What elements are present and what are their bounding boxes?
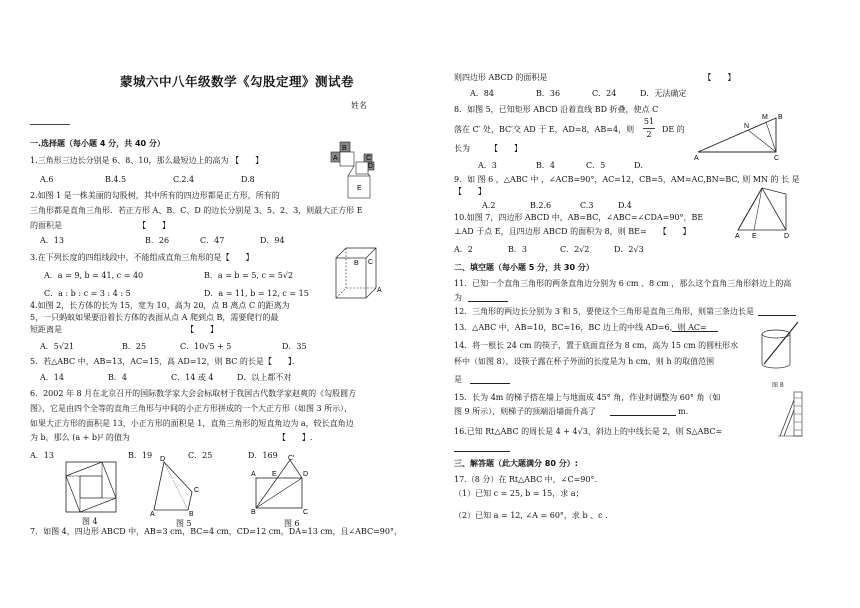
q2-option-d: D．94	[260, 236, 285, 245]
svg-text:M: M	[762, 114, 768, 121]
q5-option-c: C．14 或 4	[171, 373, 214, 382]
q9-option-d: D.4	[618, 201, 632, 210]
q7-option-c: C．24	[592, 89, 617, 98]
q6-line2: 图》，它是由四个全等的直角三角形与中间的小正方形拼成的一个大正方形（如图 3 所示），	[30, 404, 353, 413]
q7-text: 7．如图 4，四边形 ABCD 中，AB=3 cm，BC=4 cm，CD=12 cm，DA=13 cm，且∠ABC=90°，	[30, 527, 402, 536]
q5-option-d: D．以上都不对	[237, 373, 292, 382]
svg-text:C: C	[368, 259, 374, 266]
q8-line3: 长为 【 】	[454, 144, 522, 153]
figure8-caption: 图 8	[772, 382, 784, 389]
q15-line2: 图 9 所示），则梯子的顶端沿墙面升高了	[454, 407, 597, 416]
svg-text:B: B	[342, 145, 347, 152]
q17-part2: （2）已知 a = 12, ∠A = 60°，求 b 、c .	[454, 511, 608, 520]
q15-line1: 15．长为 4m 的梯子搭在墙上与地面成 45° 角，作业时调整为 60° 角（如	[454, 393, 721, 402]
q6-line1: 6．2002 年 8 月在北京召开的国际数学家大会会标取材于我国古代数学家赵爽的《勾股圆方	[30, 389, 357, 398]
q8-fraction-after: DE 的	[662, 125, 685, 134]
svg-text:A: A	[251, 471, 256, 478]
svg-text:D: D	[368, 163, 374, 170]
svg-text:A: A	[694, 155, 699, 162]
svg-text:A: A	[333, 155, 338, 162]
figure4-caption: 图 5	[176, 519, 192, 528]
figure2-cuboid	[332, 246, 384, 302]
q11-line2: 为	[454, 293, 462, 302]
q5-text: 5．若△ABC 中，AB=13，AC=15，高 AD=12，则 BC 的长是【 】．	[30, 357, 300, 366]
q9-option-c: C.3	[580, 201, 594, 210]
figure3-caption: 图 4	[82, 517, 98, 526]
svg-text:E: E	[752, 233, 757, 240]
figure4-quadrilateral	[150, 456, 212, 518]
q6-option-c: C．25	[188, 451, 213, 460]
q4-line1: 4.如图 2，长方体的长为 15，宽为 10，高为 20，点 B 离点 C 的距离为	[30, 301, 290, 310]
q17-text: 17.（8 分）在 Rt△ABC 中，∠C=90°.	[454, 475, 598, 484]
q9-text: 9．如 图 6 ，△ABC 中 ，∠ACB=90°，AC=12，CB=5，AM=AC,BN=BC, 则 MN 的 长 是	[454, 175, 800, 184]
svg-text:C: C	[774, 155, 780, 162]
svg-text:B: B	[251, 509, 256, 516]
q4-option-c: C．10√5 + 5	[180, 342, 232, 351]
q14-line3: 是	[454, 375, 462, 384]
q8-option-b: B．4	[536, 161, 555, 170]
q7-continued: 则四边形 ABCD 的面积是 【 】	[454, 73, 736, 82]
svg-text:A: A	[735, 233, 740, 240]
q4-option-b: B．25	[122, 342, 147, 351]
figure5-caption: 图 6	[284, 519, 300, 528]
svg-text:C: C	[366, 155, 372, 162]
svg-text:E: E	[357, 185, 362, 192]
svg-text:B: B	[778, 114, 783, 121]
q12-text: 12．三角形的两边长分别为 3 和 5，要使这个三角形是直角三角形，则第三条边长是	[454, 307, 754, 316]
section3-heading: 三、解答题（此大题满分 80 分）:	[454, 459, 578, 468]
q7-option-b: B．36	[536, 89, 561, 98]
svg-text:A: A	[150, 511, 155, 518]
svg-text:N: N	[744, 123, 750, 130]
q8-fraction-numerator: 51	[643, 117, 655, 126]
q2-option-c: C．47	[200, 236, 225, 245]
q1-option-a: A.6	[40, 175, 54, 184]
q1-option-c: C.2.4	[173, 175, 195, 184]
svg-text:C: C	[303, 509, 309, 516]
figure7-quadrilateral-be	[732, 184, 798, 240]
q7-option-d: D．无法确定	[640, 89, 687, 98]
name-underline	[30, 124, 70, 125]
q15-answer-blank	[610, 415, 676, 416]
q8-line1: 8．如图 5，已知矩形 ABCD 沿着直线 BD 折叠，使点 C	[454, 105, 659, 114]
q9-bracket: 【 】	[454, 187, 486, 196]
q3-option-d: D．a = 11, b = 12, c = 15	[204, 289, 309, 298]
q2-option-a: A．13	[40, 236, 64, 245]
q13-answer-blank	[672, 331, 718, 332]
q8-line2: 落在 C′ 处，BC′交 AD 于 E，AD=8，AB=4，则	[454, 125, 635, 134]
svg-text:D: D	[160, 456, 166, 463]
figure6-triangle-mn	[692, 110, 788, 162]
svg-text:E: E	[272, 471, 277, 478]
q7-option-a: A．84	[470, 89, 494, 98]
q8-fraction-denominator: 2	[646, 130, 652, 139]
q10-line2: ⊥AD 于点 E，且四边形 ABCD 的面积为 8，则 BE= 【 】	[454, 227, 691, 236]
svg-text:C: C	[194, 487, 200, 494]
q4-line3: 短距离是 【 】	[30, 325, 218, 334]
svg-text:D: D	[784, 233, 790, 240]
q8-option-d: D．	[634, 161, 649, 170]
figure9-ladder-wall	[778, 392, 804, 438]
q12-answer-blank	[758, 315, 796, 316]
q11-answer-blank	[468, 301, 508, 302]
q16-text: 16.已知 Rt△ABC 的周长是 4 + 4√3，斜边上的中线长是 2，则 S△ABC=	[454, 427, 723, 436]
figure5-folded-rectangle	[250, 456, 310, 518]
q2-option-b: B．26	[145, 236, 170, 245]
q3-text: 3.在下列长度的四组线段中，不能组成直角三角形的是【 】	[30, 253, 254, 262]
q10-line1: 10.如图 7，四边形 ABCD 中，AB=BC，∠ABC=∠CDA=90°，BE	[454, 213, 704, 222]
q4-option-d: D．35	[282, 342, 307, 351]
q14-line2: 杯中（如图 8），设筷子露在杯子外面的长度是为 h cm，则 h 的取值范围	[454, 357, 715, 366]
svg-text:D: D	[303, 471, 309, 478]
figure3-zhaoshuang-diagram	[64, 460, 120, 516]
q3-option-b: B．a = b = 5, c = 5√2	[204, 271, 294, 280]
q14-answer-blank	[470, 383, 510, 384]
q5-option-b: B．4	[108, 373, 127, 382]
q1-text: 1.三角形三边长分别是 6、8、10，那么最短边上的高为 【 】	[30, 156, 264, 165]
q10-option-c: C．2√2	[560, 245, 590, 254]
svg-text:A: A	[377, 287, 382, 294]
figure8-cup-chopstick	[754, 320, 804, 380]
q6-line3: 如果大正方形的面积是 13，小正方形的面积是 1，直角三角形的短直角边为 a，较长直角边	[30, 419, 354, 428]
q3-option-c: C．a : b : c = 3 : 4 : 5	[44, 289, 131, 298]
q2-line3: 的面积是 【 】	[30, 221, 170, 230]
page-title: 蒙城六中八年级数学《勾股定理》测试卷	[120, 74, 355, 89]
q10-option-b: B．3	[508, 245, 527, 254]
q13-text: 13．△ABC 中，AB=10，BC=16，BC 边上的中线 AD=6，则 AC=	[454, 323, 707, 332]
q4-option-a: A．5√21	[40, 342, 75, 351]
q5-option-a: A．14	[40, 373, 64, 382]
q10-option-d: D．2√3	[614, 245, 644, 254]
q15-unit: m.	[678, 407, 689, 416]
q11-line1: 11．已知一个直角三角形的两条直角边分别为 6 cm 、8 cm ，那么这个直角三角形斜边上的高	[454, 279, 792, 288]
q16-answer-blank	[454, 451, 510, 452]
svg-text:B: B	[189, 511, 194, 518]
q10-option-a: A．2	[454, 245, 473, 254]
q3-option-a: A．a = 9, b = 41, c = 40	[44, 271, 144, 280]
q9-option-a: A.2	[482, 201, 496, 210]
section2-heading: 二、填空题（每小题 5 分，共 30 分）	[454, 263, 594, 272]
q17-part1: （1）已知 c = 25, b = 15，求 a；	[454, 489, 584, 498]
name-label: 姓名	[351, 101, 367, 110]
q6-line4: 为 b，那么 (a + b)² 的值为 【 】.	[30, 433, 313, 442]
q14-line1: 14．将一根长 24 cm 的筷子，置于底面直径为 8 cm，高为 15 cm 的圆柱形水	[454, 341, 739, 350]
q9-option-b: B.2.6	[530, 201, 552, 210]
q2-line2: 三角形都是直角三角形．若正方形 A、B、C、D 的边长分别是 3、5、2、3，则最大正方形 E	[30, 206, 363, 215]
q2-line1: 2.如图 1 是一株美丽的勾股树，其中所有的四边形都是正方形，所有的	[30, 191, 280, 200]
section1-heading: 一.选择题（每小题 4 分，共 40 分）	[30, 139, 165, 148]
q8-option-a: A．3	[478, 161, 497, 170]
figure1-pythagoras-tree	[328, 140, 378, 202]
q6-option-b: B．19	[128, 451, 153, 460]
q6-option-a: A．13	[30, 451, 54, 460]
q1-option-d: D.8	[241, 175, 255, 184]
q6-option-d: D．169	[248, 451, 278, 460]
svg-text:B: B	[354, 260, 359, 267]
q8-option-c: C．5	[586, 161, 606, 170]
svg-text:C′: C′	[288, 455, 295, 462]
q1-option-b: B.4.5	[105, 175, 127, 184]
q4-line2: 5，一只蚂蚁如果要沿着长方体的表面从点 A 爬到点 B，需要爬行的最	[30, 313, 279, 322]
